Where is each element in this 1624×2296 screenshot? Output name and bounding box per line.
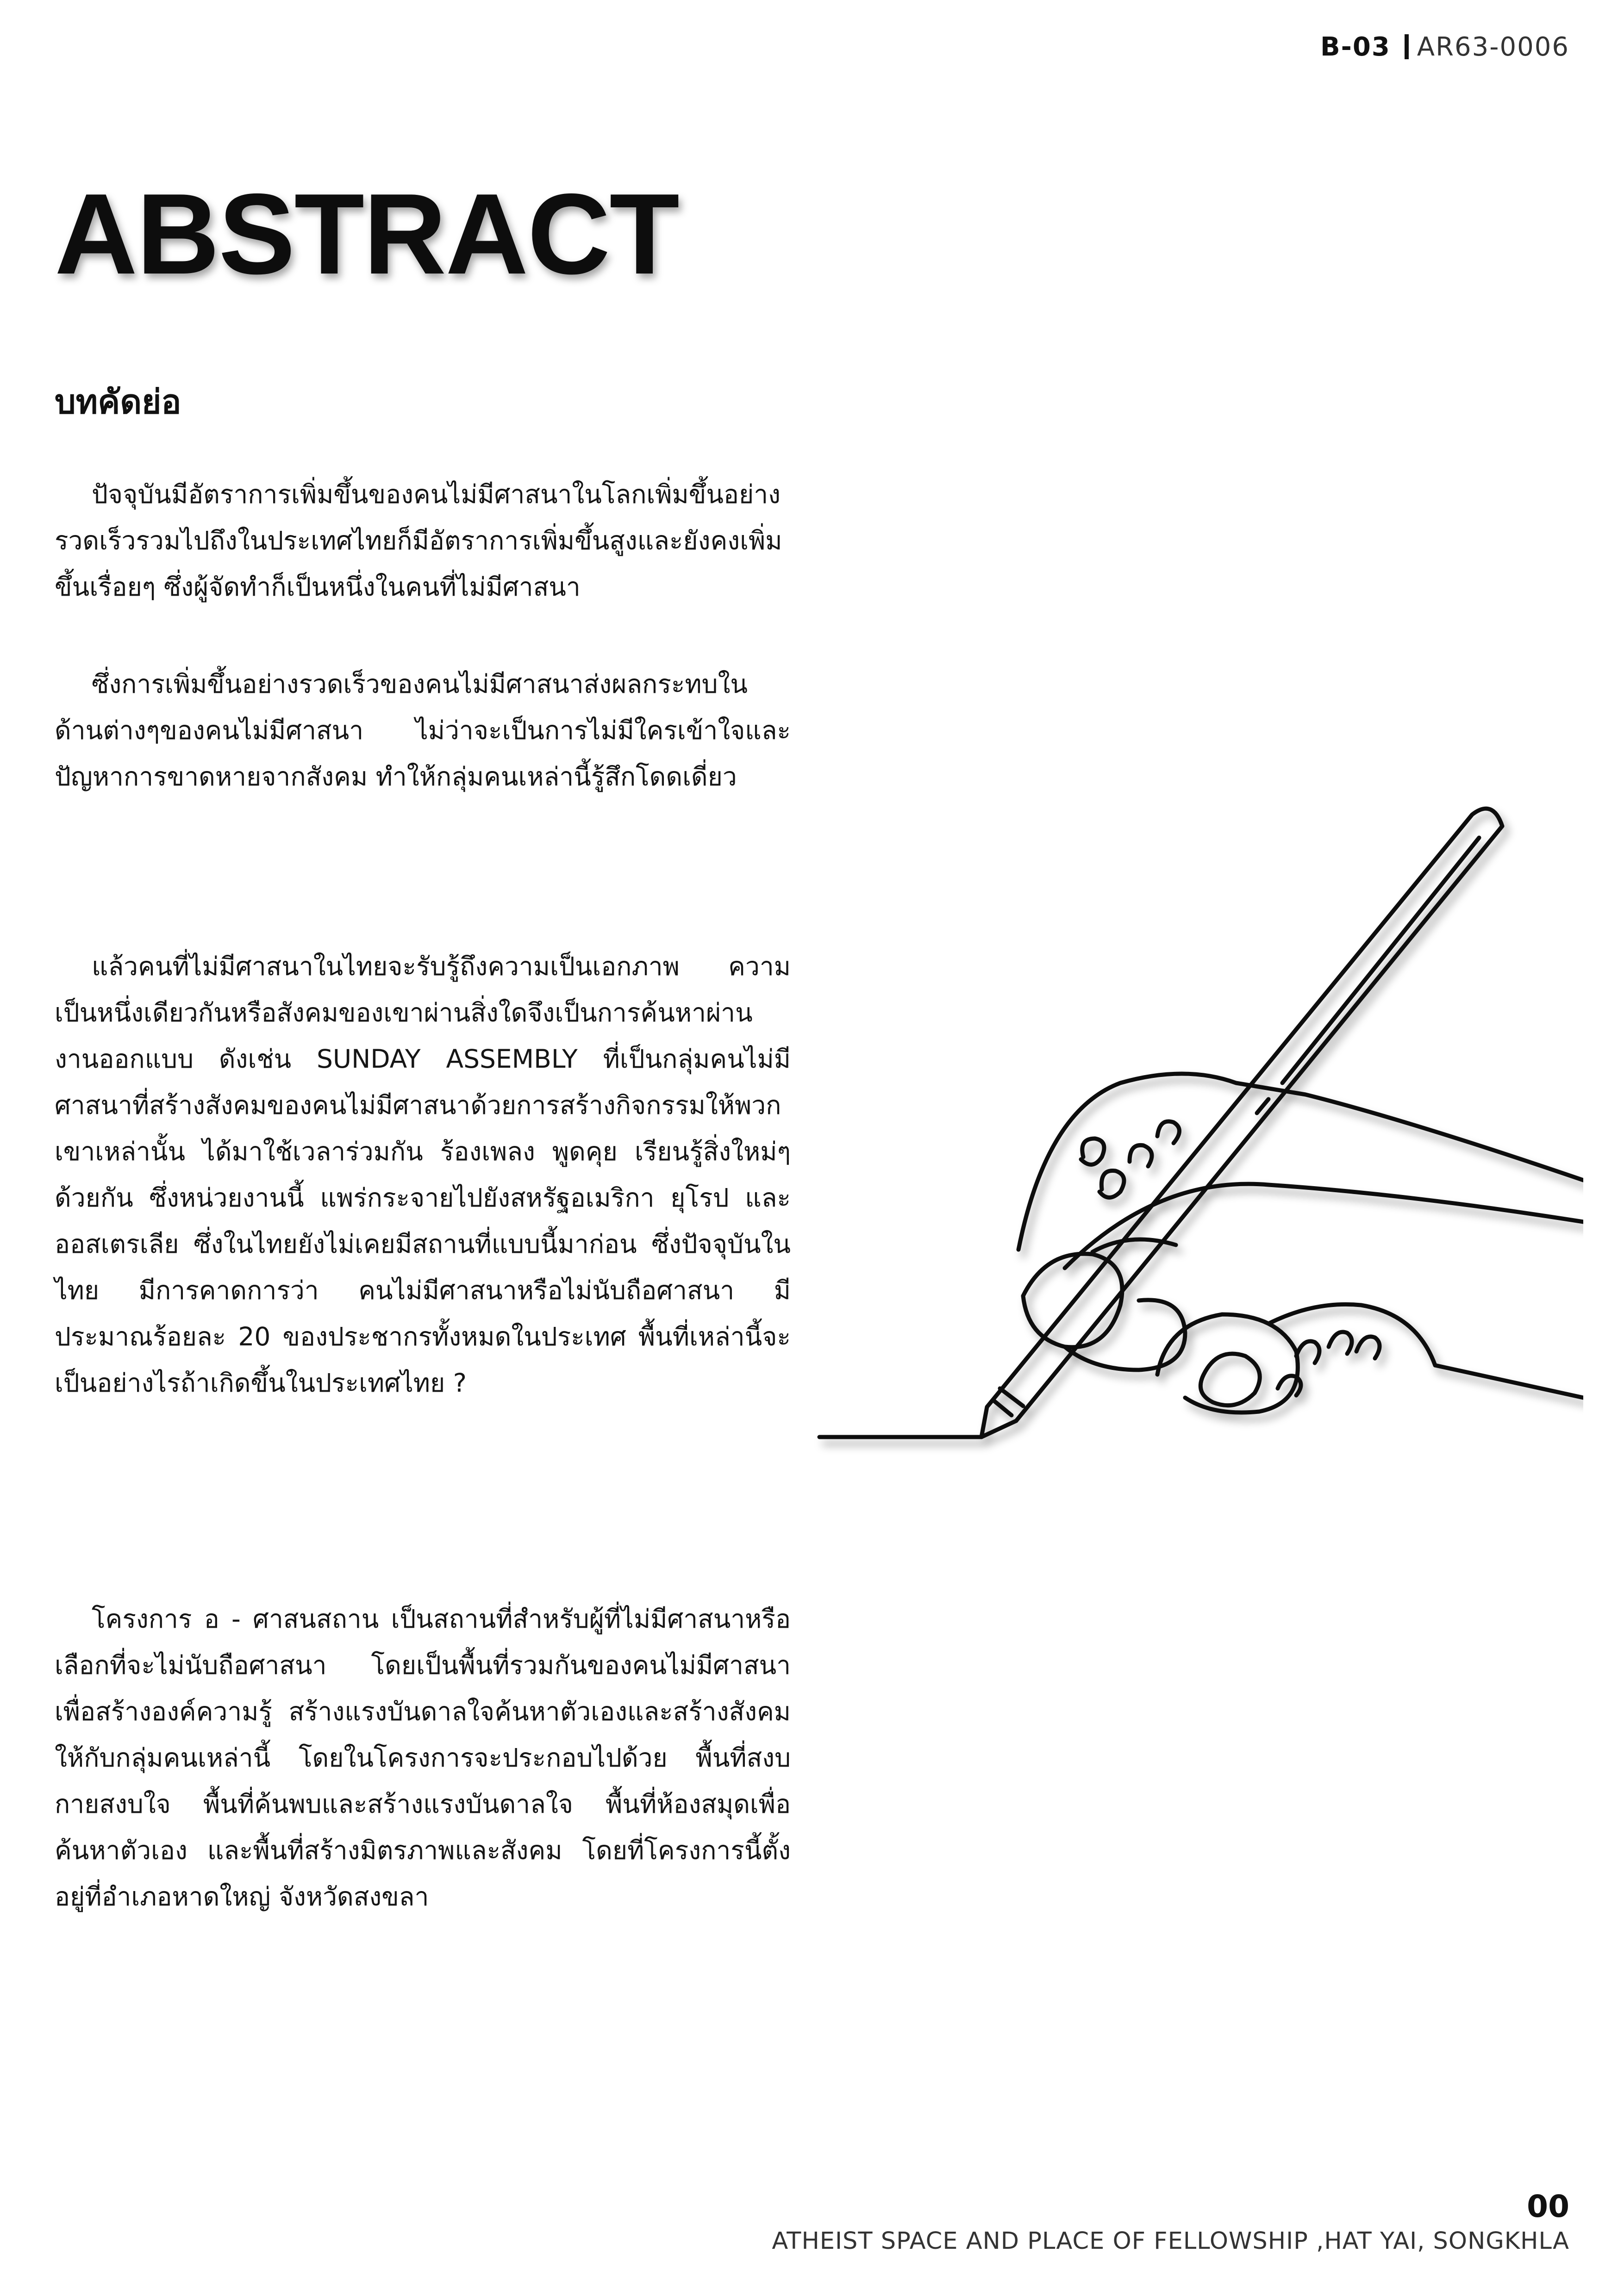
hand-writing-pen-icon	[806, 787, 1583, 1481]
abstract-paragraph-4: โครงการ อ - ศาสนสถาน เป็นสถานที่สำหรับผู้ที่ไม่มีศาสนาหรือเลือกที่จะไม่นับถือศาสนา โดยเป็นพื้นที่รวมกันของคนไม่มีศาสนา เพื่อสร้างองค์ความรู้ สร้างแรงบันดาลใจค้นหาตัวเองและสร้างสังคมให้กับกลุ่มคนเหล่านี้ โดยในโครงการจะประกอบไปด้วย พื้นที่สงบกายสงบใจ พื้นที่ค้นพบและสร้างแรงบันดาลใจ พื้นที่ห้องสมุดเพื่อค้นหาตัวเอง และพื้นที่สร้างมิตรภาพและสังคม โดยที่โครงการนี้ตั้งอยู่ที่อำเภอหาดใหญ่ จังหวัดสงขลา	[55, 1604, 791, 1911]
code-divider	[1405, 34, 1409, 59]
project-title: ATHEIST SPACE AND PLACE OF FELLOWSHIP ,HAT YAI, SONGKHLA	[772, 2228, 1569, 2255]
sheet-code: B-03	[1320, 32, 1391, 62]
abstract-paragraph-2: ซึ่งการเพิ่มขึ้นอย่างรวดเร็วของคนไม่มีศาสนาส่งผลกระทบในด้านต่างๆของคนไม่มีศาสนา ไม่ว่าจะเป็นการไม่มีใครเข้าใจและปัญหาการขาดหายจากสังคม ทำให้กลุ่มคนเหล่านี้รู้สึกโดดเดี่ยว	[55, 669, 791, 791]
project-code: AR63-0006	[1417, 32, 1569, 62]
abstract-paragraph-1: ปัจจุบันมีอัตราการเพิ่มขึ้นของคนไม่มีศาสนาในโลกเพิ่มขึ้นอย่างรวดเร็วรวมไปถึงในประเทศไทยก็มีอัตราการเพิ่มขึ้นสูงและยังคงเพิ่มขึ้นเรื่อยๆ ซึ่งผู้จัดทำก็เป็นหนึ่งในคนที่ไม่มีศาสนา	[55, 479, 782, 602]
section-heading: บทคัดย่อ	[55, 382, 181, 421]
document-code	[1320, 29, 1569, 66]
page-title: ABSTRACT	[55, 169, 679, 298]
page-footer	[772, 2188, 1569, 2258]
abstract-paragraph-3: แล้วคนที่ไม่มีศาสนาในไทยจะรับรู้ถึงความเป็นเอกภาพ ความเป็นหนึ่งเดียวกันหรือสังคมของเขาผ่านสิ่งใดจึงเป็นการค้นหาผ่านงานออกแบบ ดังเช่น SUNDAY ASSEMBLY ที่เป็นกลุ่มคนไม่มีศาสนาที่สร้างสังคมของคนไม่มีศาสนาด้วยการสร้างกิจกรรมให้พวกเขาเหล่านั้น ได้มาใช้เวลาร่วมกัน ร้องเพลง พูดคุย เรียนรู้สิ่งใหม่ๆด้วยกัน ซึ่งหน่วยงานนี้ แพร่กระจายไปยังสหรัฐอเมริกา ยุโรป และออสเตรเลีย ซึ่งในไทยยังไม่เคยมีสถานที่แบบนี้มาก่อน ซึ่งปัจจุบันในไทย มีการคาดการว่า คนไม่มีศาสนาหรือไม่นับถือศาสนา มีประมาณร้อยละ 20 ของประชากรทั้งหมดในประเทศ พื้นที่เหล่านี้จะเป็นอย่างไรถ้าเกิดขึ้นในประเทศไทย ?	[55, 952, 791, 1398]
page-number: 00	[1527, 2189, 1569, 2224]
